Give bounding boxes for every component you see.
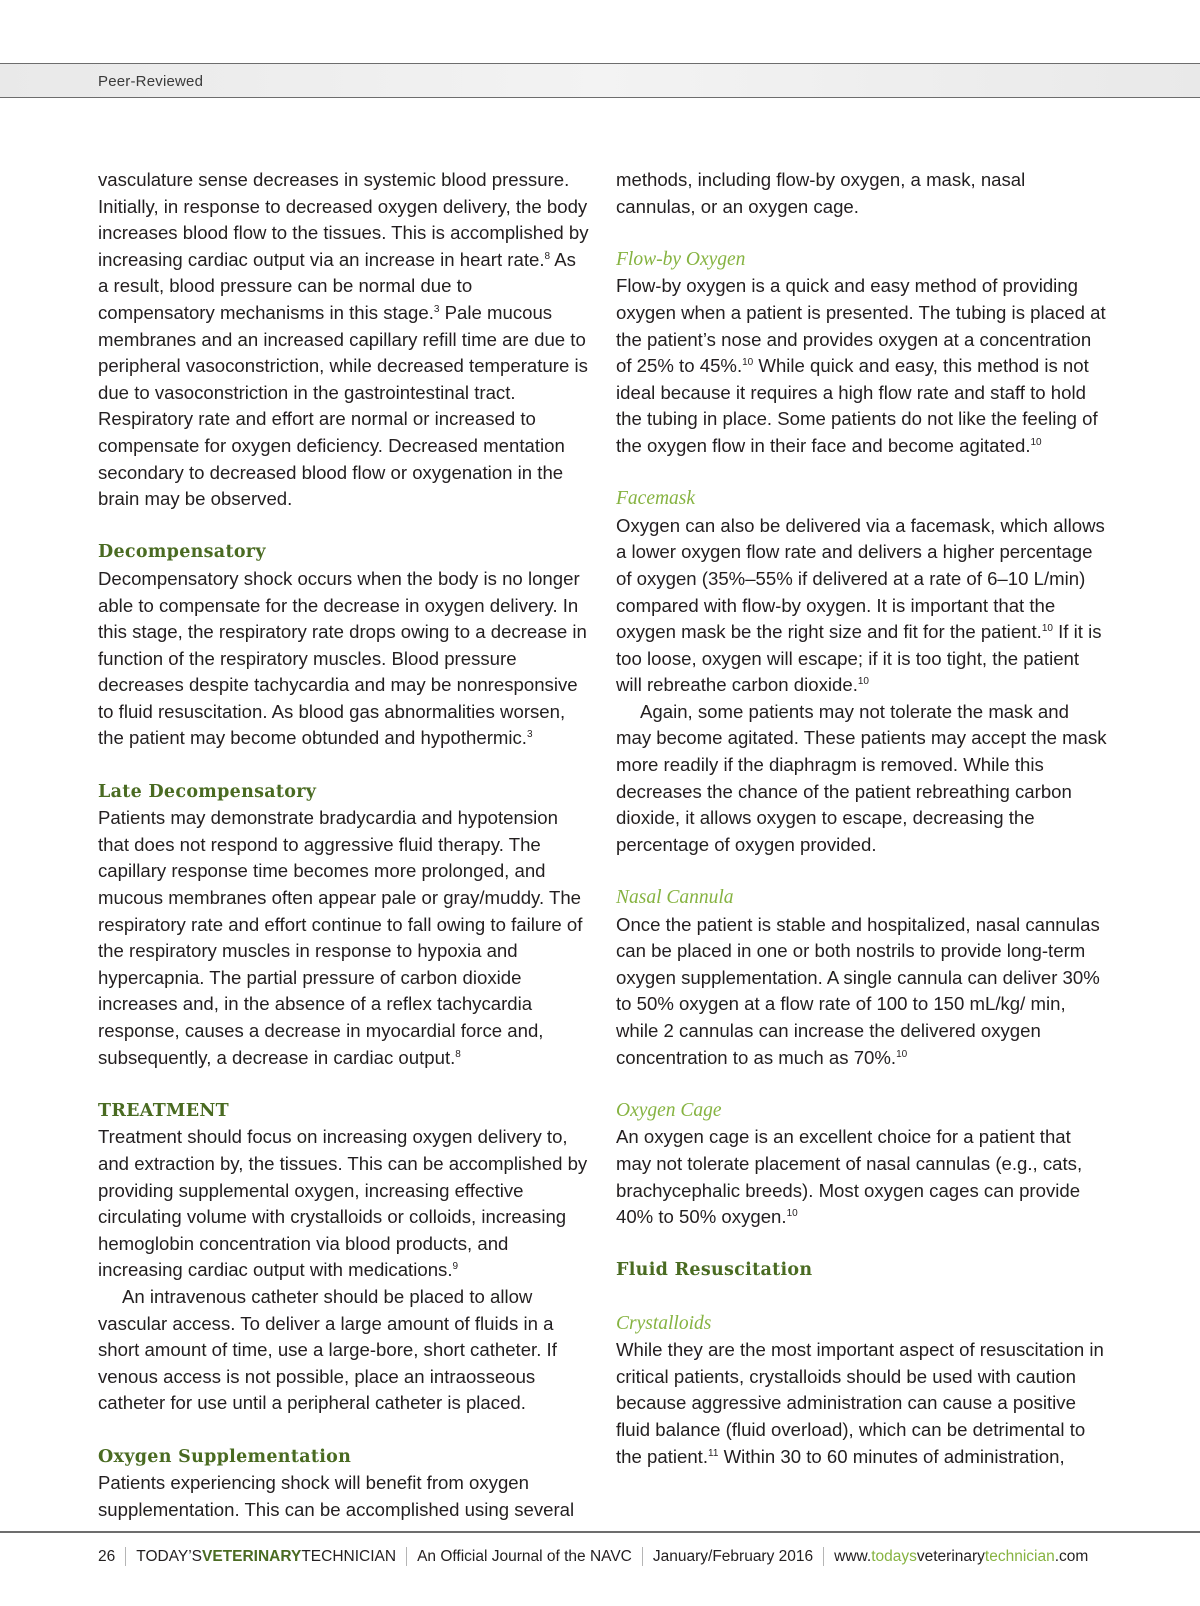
paragraph: Decompensatory shock occurs when the body is no longer able to compensate for the decrease in oxygen delivery. In this stage, the respiratory rate drops owing to a decrease in function of the respiratory muscles. Blood pressure decreases despite tachycardia and may be nonresponsive to fluid resuscitation. As blood gas abnormalities worsen, the patient may become obtunded and hypothermic.$^3$ — [98, 567, 587, 749]
footer-divider — [642, 1547, 643, 1566]
paragraph: Once the patient is stable and hospitalized, nasal cannulas can be placed in one or both nostrils to provide long-term oxygen supplementation. A single cannula can deliver 30% to 50% oxygen at a flow rate of 100 to 150 mL/kg/ min, while 2 cannulas can increase the delivered oxygen concentration to as much as 70%.$^{10}$ — [616, 913, 1100, 1068]
citation: 8 — [544, 250, 551, 262]
heading-decompensatory: Decompensatory — [98, 542, 266, 563]
heading-fluid-resuscitation: Fluid Resuscitation — [616, 1260, 813, 1281]
footer-divider — [125, 1547, 126, 1566]
left-column — [98, 167, 590, 1523]
paragraph: Oxygen can also be delivered via a facemask, which allows a lower oxygen flow rate and delivers a higher percentage of oxygen (35%–55% if delivered at a rate of 6–10 L/min) compared with flow-by oxygen. It is important that the oxygen mask be the right size and fit for the patient.$^{10}$ If it is too loose, oxygen will escape; if it is too tight, the patient will rebreathe carbon dioxide.$^{10}$ — [616, 514, 1105, 696]
footer-divider — [406, 1547, 407, 1566]
citation: 11 — [708, 1447, 719, 1459]
citation: 10 — [1041, 622, 1053, 634]
issue-date: January/February 2016 — [652, 1547, 814, 1565]
heading-nasal-cannula: Nasal Cannula — [616, 887, 734, 909]
paragraph: methods, including flow-by oxygen, a mask, nasal cannulas, or an oxygen cage. — [616, 169, 1026, 217]
heading-flow-by-oxygen: Flow-by Oxygen — [616, 248, 746, 270]
citation: 10 — [1030, 436, 1042, 448]
paragraph: Treatment should focus on increasing oxygen delivery to, and extraction by, the tissues. This can be accomplished by providing supplemental oxygen, increasing effective circulating volume with crystalloids or colloids, increasing hemoglobin concentration via blood products, and increasing cardiac output with medications.$^9$ — [98, 1126, 588, 1281]
section-label: Peer-Reviewed — [98, 73, 204, 90]
paragraph: Again, some patients may not tolerate the mask and may become agitated. These patients may accept the mask more readily if the diaphragm is removed. While this decreases the chance of the patient rebreathing carbon dioxide, it allows oxygen to escape, decreasing the percentage of oxygen provided. — [616, 700, 1107, 855]
heading-late-decompensatory: Late Decompensatory — [98, 781, 317, 802]
paragraph: Flow-by oxygen is a quick and easy method of providing oxygen when a patient is presented. The tubing is placed at the patient’s nose and provides oxygen at a concentration of 25% to 45%.$^{10}$ While quick and easy, this method is not ideal because it requires a high flow rate and staff to hold the tubing in place. Some patients do not like the feeling of the oxygen flow in their face and become agitated.$^{10}$ — [616, 275, 1106, 456]
heading-oxygen-cage: Oxygen Cage — [616, 1099, 722, 1121]
footer-rule — [0, 1531, 1200, 1533]
citation: 8 — [455, 1048, 461, 1060]
header-band — [0, 63, 1200, 98]
heading-crystalloids: Crystalloids — [616, 1312, 712, 1334]
paragraph: Patients experiencing shock will benefit from oxygen supplementation. This can be accomplished using several — [98, 1472, 575, 1520]
heading-oxygen-supplementation: Oxygen Supplementation — [98, 1446, 352, 1467]
citation: 9 — [452, 1261, 459, 1273]
paragraph: vasculature sense decreases in systemic blood pressure. Initially, in response to decreased oxygen delivery, the body increases blood flow to the tissues. This is accomplished by increasing cardiac output via an increase in heart rate.$^8$ As a result, blood pressure can be normal due to compensatory mechanisms in this stage.$^3$ Pale mucous membranes and an increased capillary refill time are due to peripheral vasoconstriction, while decreased temperature is due to vasoconstriction in the gastrointestinal tract. Respiratory rate and effort are normal or increased to compensate for oxygen deficiency. Decreased mentation secondary to decreased blood flow or oxygenation in the brain may be observed. — [98, 169, 589, 510]
citation: 10 — [742, 356, 754, 368]
journal-tagline: An Official Journal of the NAVC — [417, 1547, 632, 1565]
citation: 10 — [786, 1207, 798, 1219]
footer-divider — [823, 1547, 824, 1566]
citation: 10 — [896, 1048, 908, 1060]
heading-facemask: Facemask — [616, 488, 696, 510]
citation: 3 — [526, 729, 533, 741]
journal-brand: TODAY’SVETERINARYTECHNICIAN — [136, 1547, 397, 1565]
paragraph: While they are the most important aspect of resuscitation in critical patients, crystalloids should be used with caution because aggressive administration can cause a positive fluid balance (fluid overload), which can be detrimental to the patient.$^{11}$ Within 30 to 60 minutes of administration, — [616, 1339, 1104, 1467]
footer — [98, 1547, 1088, 1566]
paragraph: An intravenous catheter should be placed to allow vascular access. To deliver a large amount of fluids in a short amount of time, use a large-bore, short catheter. If venous access is not possible, place an intraosseous catheter for use until a peripheral catheter is placed. — [98, 1285, 557, 1414]
page-number: 26 — [98, 1547, 116, 1565]
website-link[interactable]: www.todaysveterinarytechnician.com — [834, 1547, 1089, 1565]
citation: 3 — [433, 303, 440, 315]
paragraph: An oxygen cage is an excellent choice for a patient that may not tolerate placement of nasal cannulas (e.g., cats, brachycephalic breeds). Most oxygen cages can provide 40% to 50% oxygen.$^{10}$ — [616, 1126, 1083, 1228]
right-column — [616, 167, 1108, 1470]
paragraph: Patients may demonstrate bradycardia and hypotension that does not respond to aggressive fluid therapy. The capillary response time becomes more prolonged, and mucous membranes often appear pale or gray/muddy. The respiratory rate and effort continue to fall owing to failure of the respiratory muscles in response to hypoxia and hypercapnia. The partial pressure of carbon dioxide increases and, in the absence of a reflex tachycardia response, causes a decrease in myocardial force and, subsequently, a decrease in cardiac output.$^8$ — [98, 807, 583, 1068]
heading-treatment: TREATMENT — [98, 1100, 229, 1121]
citation: 10 — [857, 676, 869, 688]
